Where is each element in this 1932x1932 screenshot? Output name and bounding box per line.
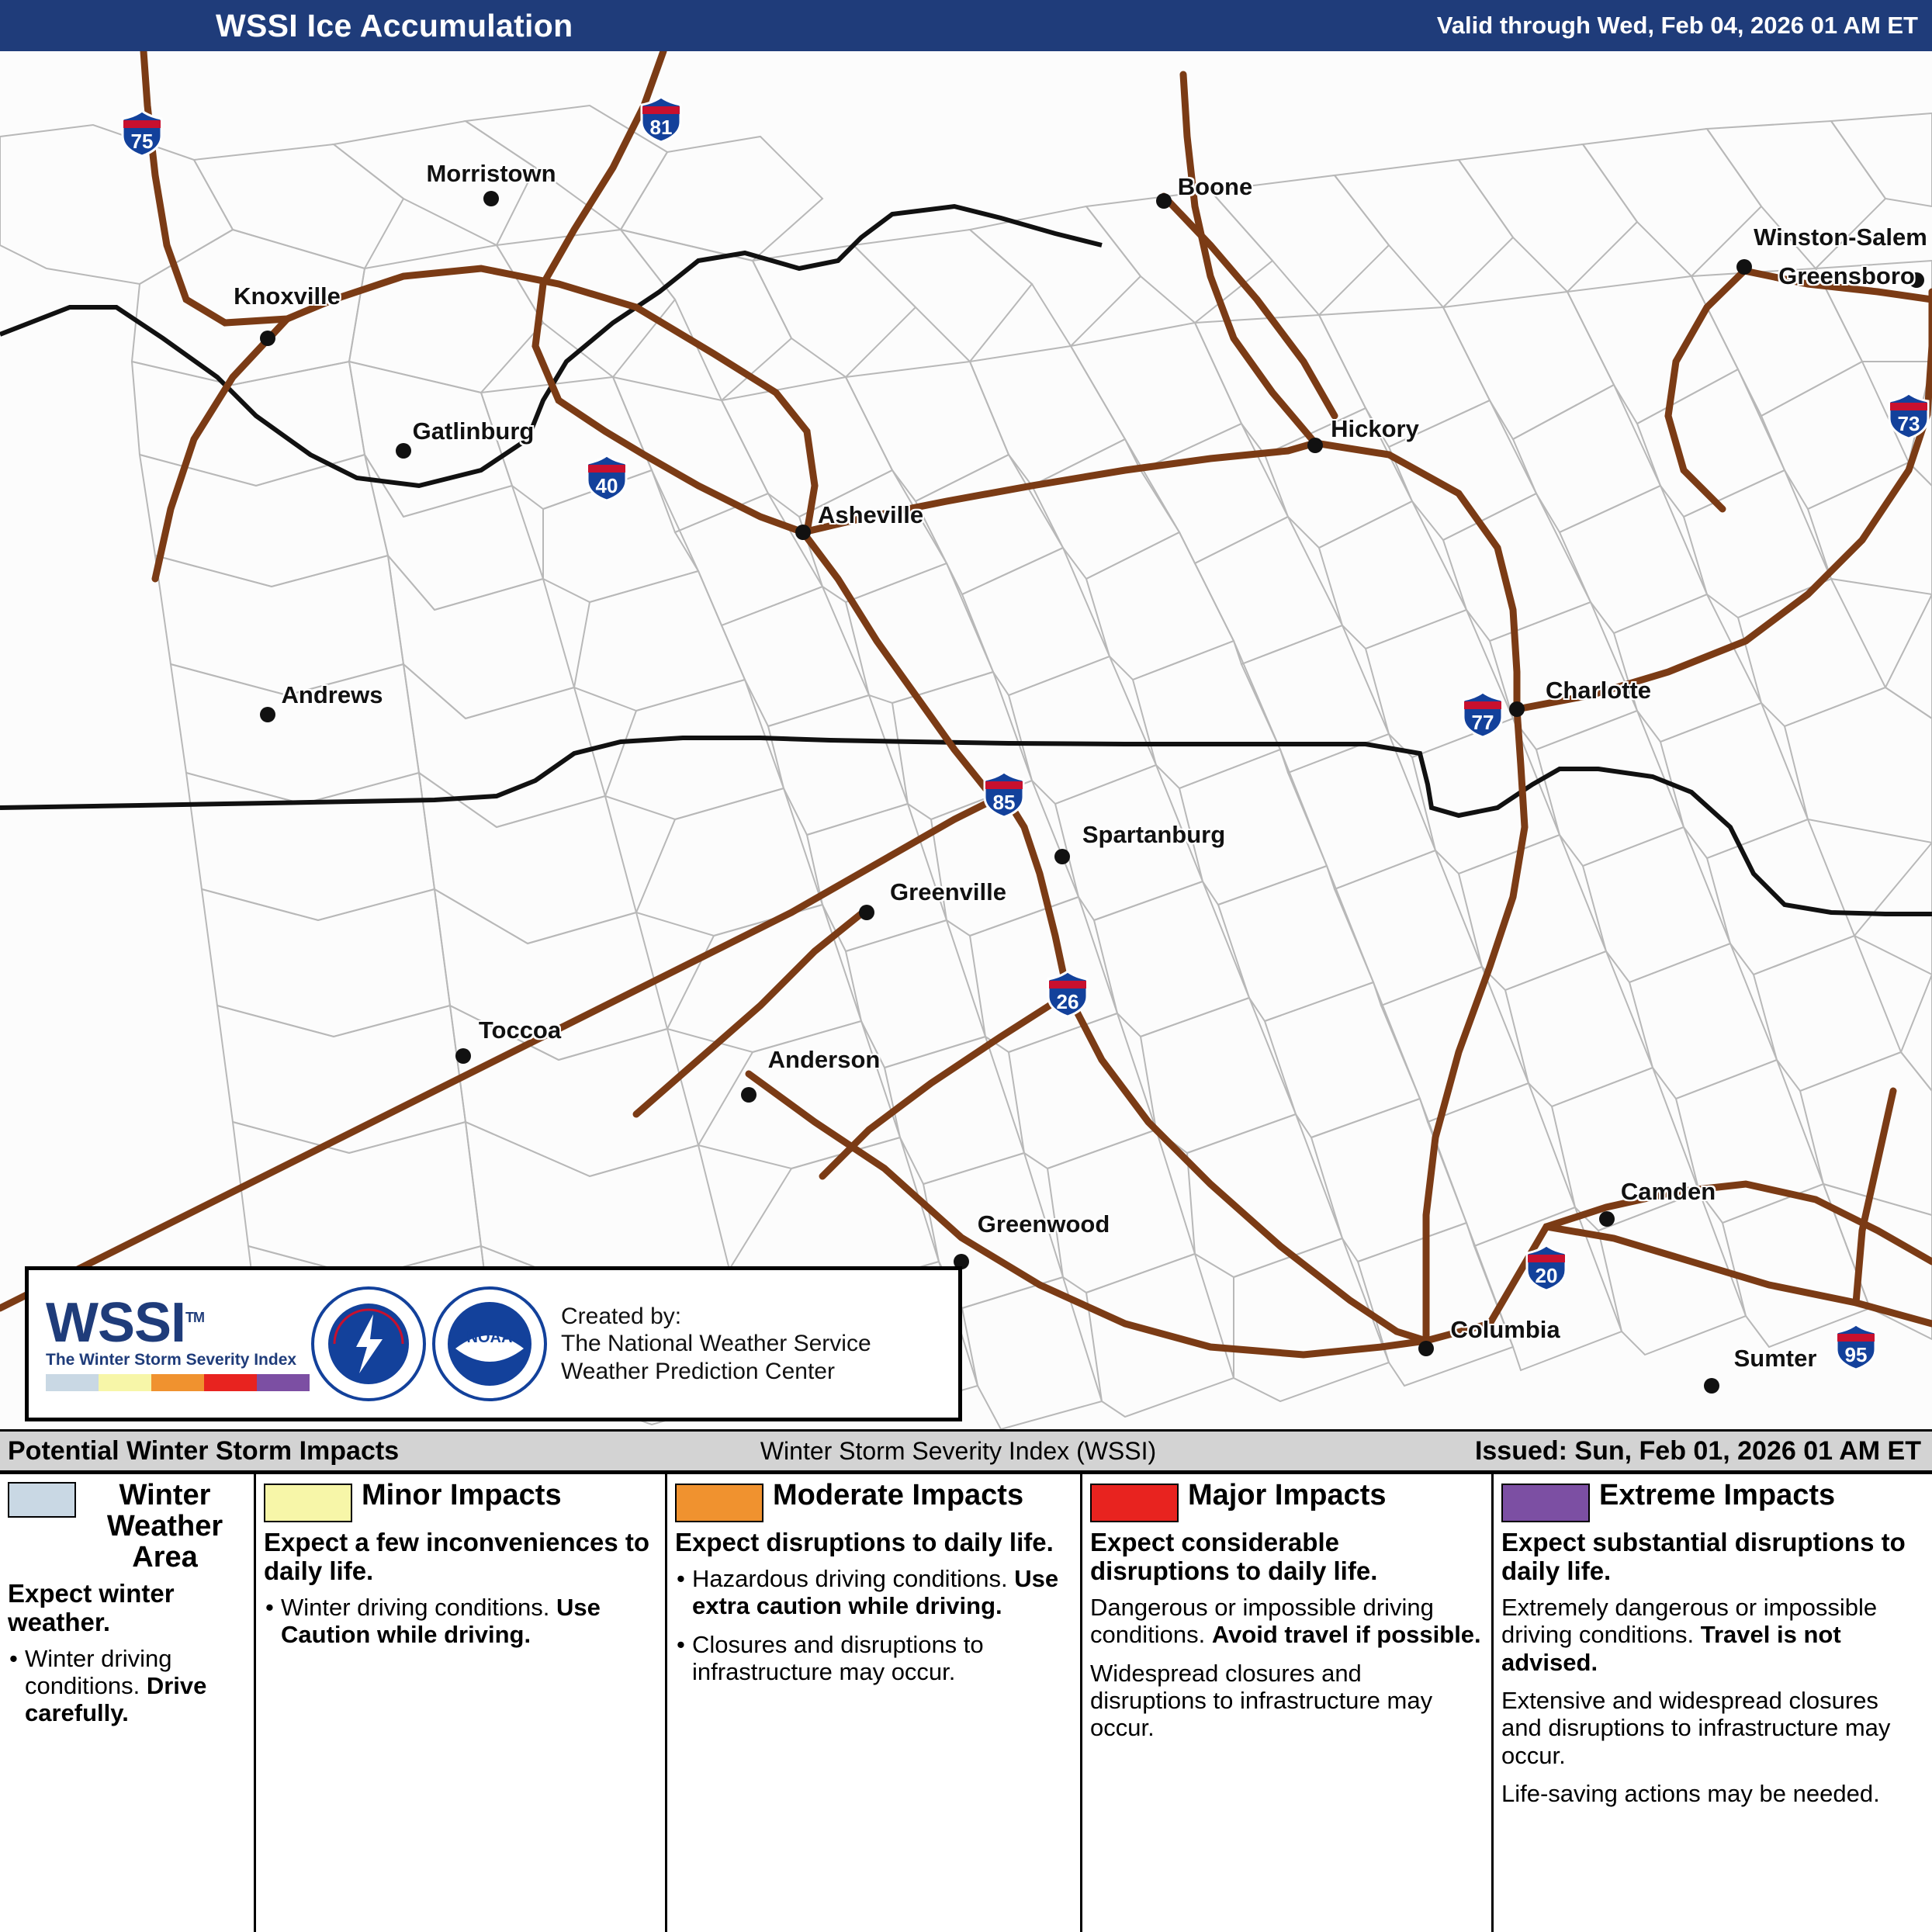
status-bar-issued: Issued: Sun, Feb 01, 2026 01 AM ET xyxy=(1474,1435,1921,1466)
shield-number: 26 xyxy=(1056,990,1079,1013)
city-dot xyxy=(396,443,411,459)
legend-swatch-extreme xyxy=(1501,1484,1590,1522)
legend-swatch-major xyxy=(1090,1484,1179,1522)
page-title: WSSI Ice Accumulation xyxy=(216,7,573,43)
city-dot xyxy=(1156,193,1172,209)
city-dot xyxy=(483,191,499,206)
legend-column-extreme xyxy=(1494,1474,1932,1932)
legend-lead-moderate: Expect disruptions to daily life. xyxy=(675,1528,1054,1556)
city-label-hickory: Hickory xyxy=(1331,415,1419,442)
city-dot xyxy=(859,905,874,920)
shield-number: 75 xyxy=(130,130,154,153)
map-geometry xyxy=(0,51,1932,1429)
shield-number: 73 xyxy=(1897,412,1920,435)
swatch-moderate xyxy=(151,1374,204,1391)
city-dot xyxy=(1704,1378,1719,1394)
legend-swatch-winter-weather xyxy=(8,1482,76,1518)
legend-bullet-text: Dangerous or impossible driving conditions. xyxy=(1090,1593,1434,1649)
legend-bullet-text: Life-saving actions may be needed. xyxy=(1501,1779,1880,1807)
legend-bullets-major xyxy=(1090,1594,1484,1742)
city-label-greensboro: Greensboro xyxy=(1778,262,1915,289)
legend-bullet xyxy=(1090,1594,1484,1649)
legend-bullet-bold: Use Caution while driving. xyxy=(281,1593,601,1649)
created-by-line-2: The National Weather Service xyxy=(561,1331,871,1357)
city-label-anderson: Anderson xyxy=(767,1046,881,1073)
shield-number: 20 xyxy=(1535,1264,1558,1287)
city-label-gatlinburg: Gatlinburg xyxy=(412,417,535,445)
wssi-color-bar xyxy=(46,1374,310,1391)
interstate-shield-icon xyxy=(639,95,684,144)
legend-bullet-text: Winter driving conditions. xyxy=(281,1593,556,1621)
created-by-line-1: Created by: xyxy=(561,1303,682,1329)
status-bar xyxy=(0,1429,1932,1473)
city-dot xyxy=(1307,438,1323,453)
header-bar xyxy=(0,0,1932,51)
city-dot xyxy=(1736,259,1752,275)
legend-bullets-moderate xyxy=(675,1565,1072,1685)
swatch-major xyxy=(204,1374,257,1391)
interstate-shield-icon xyxy=(1833,1323,1878,1371)
legend-lead-minor: Expect a few inconveniences to daily life. xyxy=(264,1528,649,1585)
city-label-sumter: Sumter xyxy=(1733,1345,1817,1372)
shield-number: 40 xyxy=(595,474,618,497)
city-dot xyxy=(260,331,275,346)
city-label-toccoa: Toccoa xyxy=(478,1016,562,1044)
legend-swatch-moderate xyxy=(675,1484,763,1522)
legend-bullet xyxy=(264,1594,657,1649)
city-label-camden: Camden xyxy=(1620,1178,1716,1205)
city-label-andrews: Andrews xyxy=(281,681,383,708)
wssi-subtitle: The Winter Storm Severity Index xyxy=(46,1351,297,1369)
status-bar-middle: Winter Storm Severity Index (WSSI) xyxy=(760,1436,1157,1465)
legend-column-minor xyxy=(256,1474,667,1932)
wssi-wordmark-text: WSSI xyxy=(46,1291,186,1354)
national-weather-service-seal xyxy=(311,1286,426,1401)
legend-bullet-text: Widespread closures and disruptions to infrastructure may occur. xyxy=(1090,1659,1433,1742)
city-label-columbia: Columbia xyxy=(1450,1316,1560,1343)
city-label-winston-salem: Winston-Salem xyxy=(1754,223,1927,251)
legend-column-winter-weather-area xyxy=(0,1474,256,1932)
legend-title-moderate: Moderate Impacts xyxy=(773,1479,1024,1511)
shield-number: 81 xyxy=(649,116,673,139)
interstate-shield-icon xyxy=(584,454,629,502)
shield-number: 77 xyxy=(1471,711,1494,734)
city-label-asheville: Asheville xyxy=(817,501,924,528)
map-canvas[interactable] xyxy=(0,51,1932,1429)
created-by-line-3: Weather Prediction Center xyxy=(561,1358,835,1384)
legend-bullet-text: Winter driving conditions. xyxy=(25,1644,172,1699)
swatch-minor xyxy=(99,1374,151,1391)
legend-bullet xyxy=(1501,1594,1924,1676)
wssi-trademark: TM xyxy=(185,1309,205,1325)
legend-bullet xyxy=(1090,1660,1484,1742)
legend-bullet xyxy=(675,1565,1072,1620)
legend-bullets-winter-weather xyxy=(8,1645,246,1727)
legend-bullet xyxy=(8,1645,246,1727)
legend-header xyxy=(1501,1480,1924,1522)
city-dot xyxy=(741,1087,757,1103)
city-label-greenwood: Greenwood xyxy=(977,1210,1110,1238)
shield-number: 95 xyxy=(1844,1343,1868,1366)
legend-title-extreme: Extreme Impacts xyxy=(1599,1479,1836,1511)
legend-column-moderate xyxy=(667,1474,1082,1932)
wssi-credit-box xyxy=(25,1266,962,1421)
city-label-morristown: Morristown xyxy=(426,160,556,187)
legend-bullet xyxy=(1501,1687,1924,1769)
interstate-shield-icon xyxy=(119,109,164,158)
city-dot xyxy=(795,525,811,540)
legend-title-minor: Minor Impacts xyxy=(362,1479,562,1511)
svg-text:NOAA: NOAA xyxy=(466,1329,513,1346)
legend-lead-major: Expect considerable disruptions to daily life. xyxy=(1090,1528,1378,1585)
legend-bullet-text: Hazardous driving conditions. xyxy=(692,1564,1015,1592)
legend-bullets-minor xyxy=(264,1594,657,1649)
legend-header xyxy=(1090,1480,1484,1522)
legend-bullet-bold: Travel is not advised. xyxy=(1501,1621,1841,1676)
city-dot xyxy=(455,1048,471,1064)
city-dot xyxy=(1418,1341,1434,1356)
swatch-extreme xyxy=(257,1374,310,1391)
legend-bullet-bold: Use extra caution while driving. xyxy=(692,1564,1059,1620)
legend-bullet xyxy=(675,1631,1072,1686)
impact-legend xyxy=(0,1473,1932,1932)
wssi-logo xyxy=(29,1291,308,1391)
legend-bullet-bold: Drive carefully. xyxy=(25,1671,207,1727)
noaa-seal xyxy=(432,1286,547,1401)
legend-bullet-text: Extremely dangerous or impossible driving conditions. xyxy=(1501,1593,1878,1649)
interstate-shield-icon xyxy=(1045,970,1090,1018)
swatch-winter-weather xyxy=(46,1374,99,1391)
agency-seals xyxy=(311,1286,547,1401)
city-dot xyxy=(260,707,275,722)
city-label-charlotte: Charlotte xyxy=(1545,677,1652,704)
created-by-block xyxy=(561,1303,871,1385)
city-dot xyxy=(1509,701,1525,717)
interstate-shield-icon xyxy=(1524,1244,1569,1292)
legend-header xyxy=(8,1480,246,1574)
legend-bullet xyxy=(1501,1780,1924,1807)
legend-bullet-text: Closures and disruptions to infrastructure may occur. xyxy=(692,1630,984,1685)
legend-header xyxy=(675,1480,1072,1522)
status-bar-left: Potential Winter Storm Impacts xyxy=(8,1435,400,1466)
legend-bullet-text: Extensive and widespread closures and disruptions to infrastructure may occur. xyxy=(1501,1686,1891,1769)
city-label-spartanburg: Spartanburg xyxy=(1082,821,1226,848)
legend-column-major xyxy=(1082,1474,1494,1932)
city-dot xyxy=(1599,1211,1615,1227)
interstate-shield-icon xyxy=(1886,392,1931,440)
legend-lead-extreme: Expect substantial disruptions to daily life. xyxy=(1501,1528,1906,1585)
legend-title-winter-weather: Winter Weather Area xyxy=(106,1479,223,1574)
legend-swatch-minor xyxy=(264,1484,352,1522)
wssi-wordmark xyxy=(46,1291,308,1354)
legend-bullets-extreme xyxy=(1501,1594,1924,1807)
legend-lead-winter-weather: Expect winter weather. xyxy=(8,1578,175,1636)
legend-header xyxy=(264,1480,657,1522)
city-label-greenville: Greenville xyxy=(890,878,1006,905)
interstate-shield-icon xyxy=(982,770,1027,819)
city-label-knoxville: Knoxville xyxy=(234,282,341,310)
city-dot xyxy=(1054,849,1070,864)
interstate-shield-icon xyxy=(1460,691,1505,739)
legend-title-major: Major Impacts xyxy=(1188,1479,1387,1511)
legend-bullet-bold: Avoid travel if possible. xyxy=(1211,1621,1481,1649)
shield-number: 85 xyxy=(992,791,1016,814)
city-label-boone: Boone xyxy=(1177,173,1253,200)
valid-through-text: Valid through Wed, Feb 04, 2026 01 AM ET xyxy=(1436,12,1918,39)
